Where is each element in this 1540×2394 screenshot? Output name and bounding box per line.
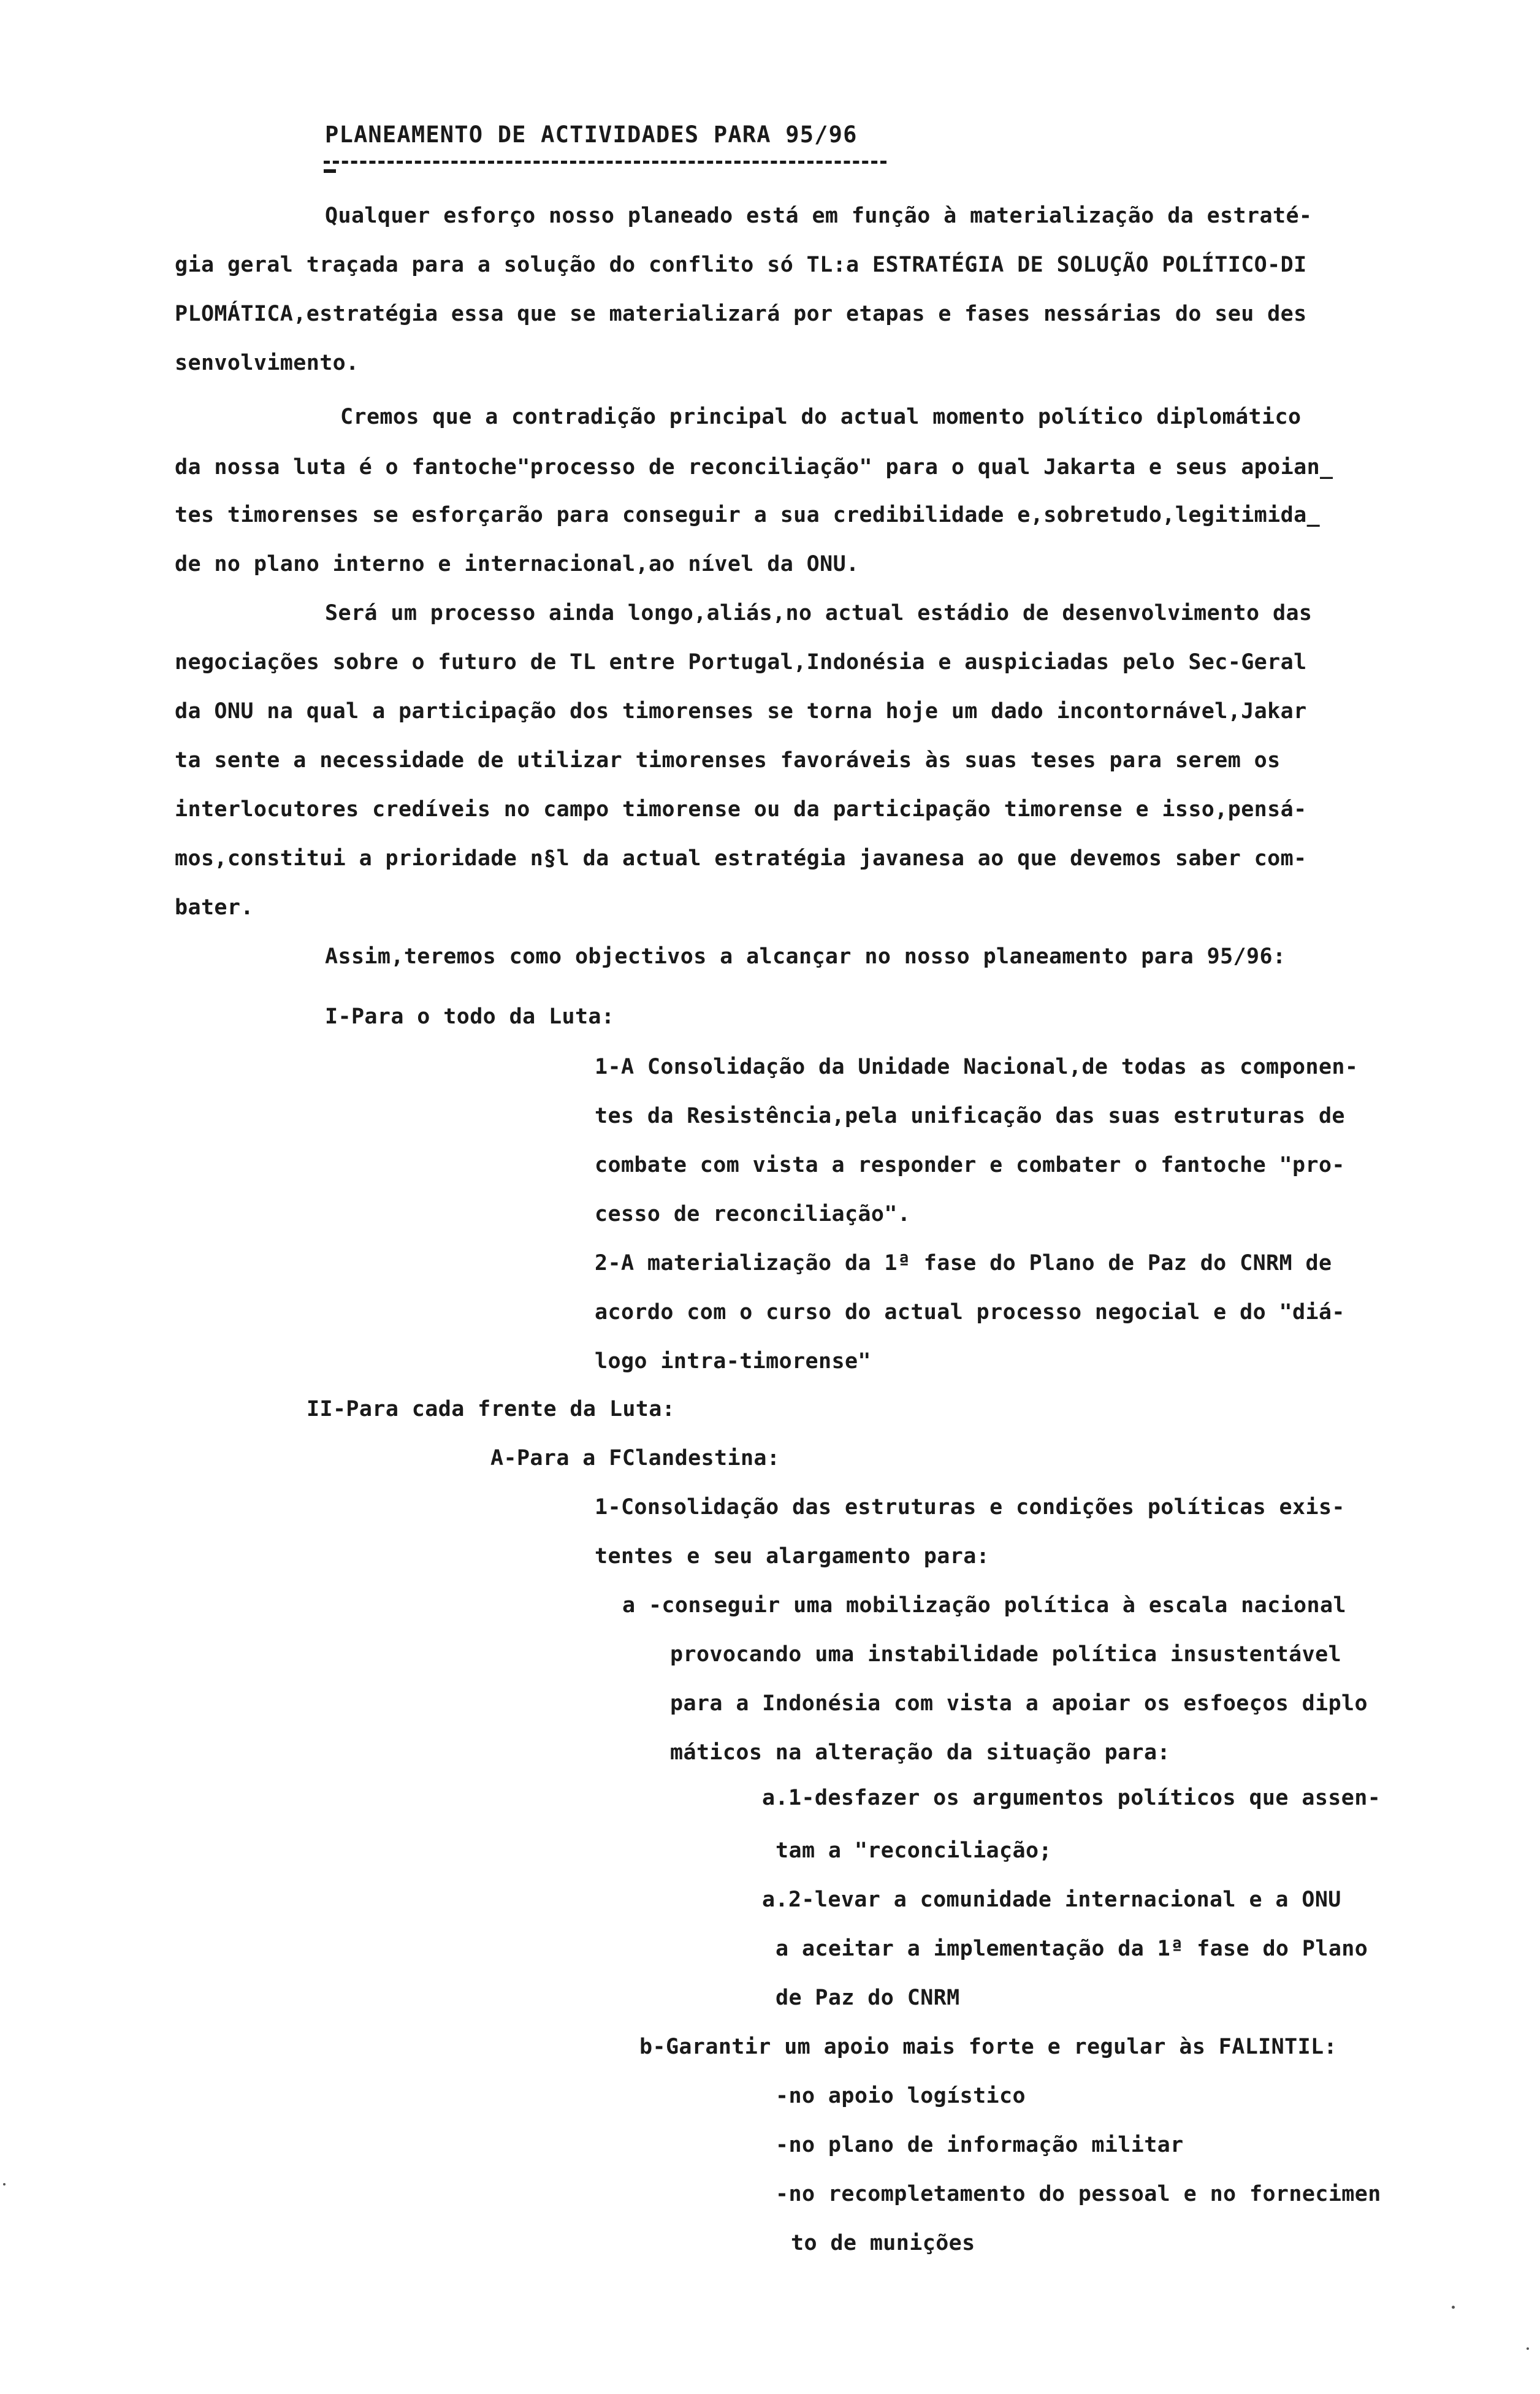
text-line: tentes e seu alargamento para: bbox=[595, 1544, 990, 1569]
text-line: a aceitar a implementação da 1ª fase do Plano bbox=[776, 1937, 1368, 1961]
subsection-heading: A-Para a FClandestina: bbox=[490, 1446, 780, 1470]
text-line: gia geral traçada para a solução do conflito só TL:a ESTRATÉGIA DE SOLUÇÃO POLÍTICO-DI bbox=[175, 253, 1307, 277]
scan-speck bbox=[1527, 2347, 1529, 2350]
text-line: combate com vista a responder e combater o fantoche "pro- bbox=[595, 1153, 1345, 1177]
list-item: a.1-desfazer os argumentos políticos que assen- bbox=[762, 1786, 1381, 1810]
text-line: bater. bbox=[175, 895, 254, 920]
list-item: b-Garantir um apoio mais forte e regular às FALINTIL: bbox=[639, 2035, 1338, 2059]
text-line: tes timorenses se esforçarão para conseguir a sua credibilidade e,sobretudo,legitimida_ bbox=[175, 503, 1321, 527]
text-line: tes da Resistência,pela unificação das suas estruturas de bbox=[595, 1104, 1345, 1128]
text-line: ta sente a necessidade de utilizar timorenses favoráveis às suas teses para serem os bbox=[175, 748, 1281, 773]
text-line: interlocutores credíveis no campo timorense ou da participação timorense e isso,pensá- bbox=[175, 797, 1307, 822]
section-heading: II-Para cada frente da Luta: bbox=[307, 1397, 676, 1421]
list-item: 1-Consolidação das estruturas e condições políticas exis- bbox=[595, 1495, 1345, 1520]
text-line: acordo com o curso do actual processo negocial e do "diá- bbox=[595, 1300, 1345, 1325]
text-line: Cremos que a contradição principal do actual momento político diplomático bbox=[340, 405, 1302, 429]
text-line: cesso de reconciliação". bbox=[595, 1202, 911, 1226]
section-heading: I-Para o todo da Luta: bbox=[325, 1004, 615, 1029]
text-line: tam a "reconciliação; bbox=[776, 1838, 1052, 1863]
text-line: Qualquer esforço nosso planeado está em função à materialização da estraté- bbox=[325, 204, 1313, 228]
text-line: to de munições bbox=[791, 2231, 975, 2255]
text-line: de Paz do CNRM bbox=[776, 1986, 960, 2010]
list-item: a -conseguir uma mobilização política à escala nacional bbox=[622, 1593, 1346, 1618]
text-line: da ONU na qual a participação dos timorenses se torna hoje um dado incontornável,Jakar bbox=[175, 699, 1307, 724]
text-line: provocando uma instabilidade política insustentável bbox=[670, 1642, 1342, 1667]
list-item: 2-A materialização da 1ª fase do Plano de Paz do CNRM de bbox=[595, 1251, 1332, 1275]
scan-speck bbox=[3, 2183, 6, 2186]
text-line: Será um processo ainda longo,aliás,no actual estádio de desenvolvimento das bbox=[325, 601, 1313, 625]
list-item: a.2-levar a comunidade internacional e a ONU bbox=[762, 1887, 1341, 1912]
text-line: para a Indonésia com vista a apoiar os esfoeços diplo bbox=[670, 1691, 1368, 1716]
scan-speck bbox=[1452, 2306, 1455, 2309]
text-line: Assim,teremos como objectivos a alcançar no nosso planeamento para 95/96: bbox=[325, 944, 1286, 969]
list-item: -no plano de informação militar bbox=[776, 2133, 1184, 2157]
text-line: máticos na alteração da situação para: bbox=[670, 1740, 1170, 1765]
list-item: -no recompletamento do pessoal e no fornecimen bbox=[776, 2182, 1381, 2206]
document-title: PLANEAMENTO DE ACTIVIDADES PARA 95/96 bbox=[325, 121, 858, 148]
text-line: PLOMÁTICA,estratégia essa que se materializará por etapas e fases nessárias do seu des bbox=[175, 302, 1307, 326]
list-item: 1-A Consolidação da Unidade Nacional,de todas as componen- bbox=[595, 1055, 1359, 1079]
title-underline bbox=[324, 161, 886, 164]
text-line: da nossa luta é o fantoche"processo de reconciliação" para o qual Jakarta e seus apoian_ bbox=[175, 455, 1333, 480]
list-item: -no apoio logístico bbox=[776, 2084, 1026, 2108]
text-line: logo intra-timorense" bbox=[595, 1349, 871, 1374]
text-line: negociações sobre o futuro de TL entre Portugal,Indonésia e auspiciadas pelo Sec-Geral bbox=[175, 650, 1307, 675]
text-line: senvolvimento. bbox=[175, 351, 359, 375]
text-line: de no plano interno e internacional,ao nível da ONU. bbox=[175, 552, 860, 576]
text-line: mos,constitui a prioridade n§l da actual estratégia javanesa ao que devemos saber com- bbox=[175, 846, 1307, 871]
title-underline-mark bbox=[324, 169, 336, 173]
